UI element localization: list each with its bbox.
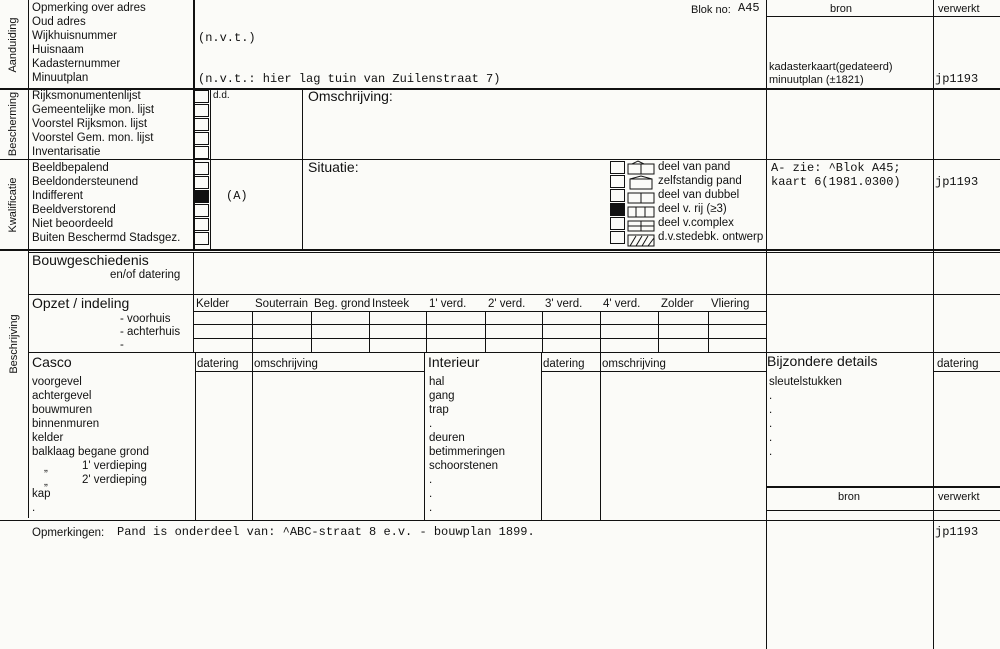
verwerkt-opmerkingen[interactable]: jp1193 [935,525,979,539]
situatie-option: deel v.complex [658,217,734,229]
casco-item: . [32,502,36,514]
opzet-level-header: Beg. grond [314,298,371,310]
field-kadasternummer: Kadasternummer [32,58,121,70]
grid-line [195,352,196,520]
grid-line [426,311,427,352]
grid-line [600,352,601,520]
details-datering-header: datering [937,358,979,370]
grid-line [0,249,1000,251]
kwalificatie-item: Indifferent [32,190,83,202]
grid-line [485,311,486,352]
aanduiding-field-list [32,1,146,85]
opmerkingen-value[interactable]: Pand is onderdeel van: ^ABC-straat 8 e.v. - bouwplan 1899. [117,525,535,539]
bescherming-item: Inventarisatie [32,146,101,158]
grid-line [369,311,370,352]
details-item: sleutelstukken [769,376,842,388]
voorhuis-label: - voorhuis [120,313,171,325]
checkbox-beeldondersteunend[interactable] [194,176,209,189]
opzet-level-header: Insteek [372,298,410,310]
opmerkingen-label: Opmerkingen: [32,527,105,539]
checkbox-stedebk-ontwerp[interactable] [610,231,625,244]
field-wijkhuisnummer: Wijkhuisnummer [32,30,117,42]
bescherming-item: Voorstel Rijksmon. lijst [32,118,148,130]
achterhuis-label: - achterhuis [120,326,181,338]
interieur-item: . [429,418,433,430]
checkbox-indifferent[interactable] [194,190,209,203]
details-item: . [769,446,773,458]
casco-item: kap [32,488,51,500]
grid-line [766,510,1000,511]
opzet-level-header: Souterrain [255,298,309,310]
grid-line [708,311,709,352]
details-list [769,375,842,459]
details-title: Bijzondere details [767,353,878,369]
grid-line [193,324,766,325]
casco-item: achtergevel [32,390,92,402]
checkbox-zelfstandig-pand[interactable] [610,175,625,188]
grid-line [0,159,1000,160]
grid-line [28,252,1000,253]
bron-minuutplan: minuutplan (±1821) [769,74,864,86]
verwerkt-kwalificatie[interactable]: jp1193 [935,175,979,189]
grid-line [541,371,766,372]
blok-value[interactable]: A45 [738,1,760,15]
casco-title: Casco [32,354,72,370]
casco-item: binnenmuren [32,418,100,430]
checkbox-beeldverstorend[interactable] [194,204,209,217]
interieur-item: . [429,488,433,500]
opzet-level-header: 3' verd. [545,298,583,310]
dd-label: d.d. [213,90,230,101]
field-minuutplan: Minuutplan [32,72,89,84]
details-item: . [769,418,773,430]
situatie-label: Situatie: [308,159,359,175]
omschrijving-label: Omschrijving: [308,88,393,104]
kwalificatie-item: Buiten Beschermd Stadsgez. [32,232,181,244]
grid-line [28,0,29,518]
opzet-level-header: 2' verd. [488,298,526,310]
opzet-level-header: 1' verd. [429,298,467,310]
interieur-datering-header: datering [543,358,585,370]
extra-row-dash: - [120,339,124,351]
interieur-item: . [429,474,433,486]
bouwgeschiedenis-title: Bouwgeschiedenis [32,252,149,268]
details-bron-header: bron [838,491,861,503]
kwalificatie-list [32,161,180,245]
situatie-option: deel v. rij (≥3) [658,203,727,215]
checkbox-voorstel-gem-mon-lijst[interactable] [194,132,209,145]
opzet-level-header: Kelder [196,298,230,310]
details-item: . [769,432,773,444]
grid-line [302,88,303,250]
opzet-level-header: Vliering [711,298,750,310]
grid-line [195,371,424,372]
interieur-item: deuren [429,432,465,444]
casco-datering-header: datering [197,358,239,370]
opzet-level-header: Zolder [661,298,694,310]
grid-line [542,311,543,352]
interieur-omschrijving-header: omschrijving [602,358,666,370]
section-label-beschrijving: Beschrijving [8,314,20,374]
grid-line [933,371,1000,372]
grid-line [600,311,601,352]
grid-line [193,311,766,312]
interieur-item: . [429,502,433,514]
grid-line [210,88,211,250]
grid-line [766,16,1000,17]
details-item: . [769,390,773,402]
grid-line [766,486,1000,488]
interieur-item: gang [429,390,455,402]
blok-label: Blok no: [691,4,731,16]
ditto-mark: „ [44,462,48,474]
kwalificatie-bron-line1[interactable]: A- zie: ^Blok A45; [771,161,901,175]
checkbox-deel-van-dubbel[interactable] [610,189,625,202]
section-label-kwalificatie: Kwalificatie [7,177,19,233]
checkbox-deel-v-complex[interactable] [610,217,625,230]
grid-line [252,352,253,520]
verwerkt-aanduiding[interactable]: jp1193 [935,72,979,86]
grid-line [252,311,253,352]
casco-item: voorgevel [32,376,82,388]
checkbox-voorstel-rijksmon-lijst[interactable] [194,118,209,131]
interieur-item: betimmeringen [429,446,506,458]
bescherming-item: Rijksmonumentenlijst [32,90,141,102]
grid-line [933,0,934,649]
interieur-title: Interieur [428,354,480,370]
casco-item: 1' verdieping [82,460,147,472]
grid-line [766,0,767,649]
grid-line [0,520,1000,521]
grid-line [28,294,1000,295]
checkbox-inventarisatie[interactable] [194,146,209,159]
checkbox-buiten-beschermd[interactable] [194,232,209,245]
bescherming-item: Voorstel Gem. mon. lijst [32,132,154,144]
checkbox-deel-v-rij[interactable] [610,203,625,216]
checkbox-rijksmonumentenlijst[interactable] [194,90,209,103]
datering-subtitle: en/of datering [110,269,181,281]
situatie-option: d.v.stedebk. ontwerp [658,231,764,243]
situatie-option: deel van pand [658,161,731,173]
details-item: . [769,404,773,416]
interieur-item: trap [429,404,449,416]
checkbox-niet-beoordeeld[interactable] [194,218,209,231]
field-huisnaam: Huisnaam [32,44,84,56]
situatie-diagram-icons [626,160,658,248]
casco-item: 2' verdieping [82,474,147,486]
kwalificatie-item: Beeldbepalend [32,162,109,174]
grid-line [424,352,425,520]
checkbox-beeldbepalend[interactable] [194,162,209,175]
situatie-options-list [658,160,763,244]
interieur-item: hal [429,376,445,388]
kwalificatie-bron-line2[interactable]: kaart 6(1981.0300) [771,175,901,189]
bron-kadasterkaart: kadasterkaart(gedateerd) [769,61,893,73]
grid-line [193,338,766,339]
details-verwerkt-header: verwerkt [938,491,980,503]
casco-omschrijving-header: omschrijving [254,358,318,370]
minuutplan-value[interactable]: (n.v.t.: hier lag tuin van Zuilenstraat 7) [198,72,501,86]
header-bron: bron [830,3,853,15]
section-label-aanduiding: Aanduiding [7,17,19,73]
kwalificatie-item: Beeldverstorend [32,204,116,216]
casco-item: kelder [32,432,64,444]
grid-line [541,352,542,520]
casco-list [32,375,149,515]
opzet-level-header: 4' verd. [603,298,641,310]
bescherming-list [32,89,154,159]
kwalificatie-item: Beeldondersteunend [32,176,139,188]
casco-item: bouwmuren [32,404,93,416]
grid-line [658,311,659,352]
situatie-option: deel van dubbel [658,189,740,201]
bescherming-item: Gemeentelijke mon. lijst [32,104,155,116]
grid-line [193,252,194,352]
checkbox-deel-van-pand[interactable] [610,161,625,174]
grid-line [311,311,312,352]
casco-item: balklaag begane grond [32,446,150,458]
kwalificatie-selected-value[interactable]: (A) [226,189,248,203]
situatie-option: zelfstandig pand [658,175,742,187]
opzet-title: Opzet / indeling [32,295,130,311]
header-verwerkt: verwerkt [938,3,980,15]
field-oud-adres: Oud adres [32,16,86,28]
kwalificatie-item: Niet beoordeeld [32,218,114,230]
section-label-bescherming: Bescherming [7,91,19,157]
field-opmerking-over-adres: Opmerking over adres [32,2,146,14]
interieur-item: schoorstenen [429,460,499,472]
checkbox-gemeentelijke-mon-lijst[interactable] [194,104,209,117]
interieur-list [429,375,505,515]
ditto-mark: „ [44,476,48,488]
wijkhuisnummer-value[interactable]: (n.v.t.) [198,31,256,45]
